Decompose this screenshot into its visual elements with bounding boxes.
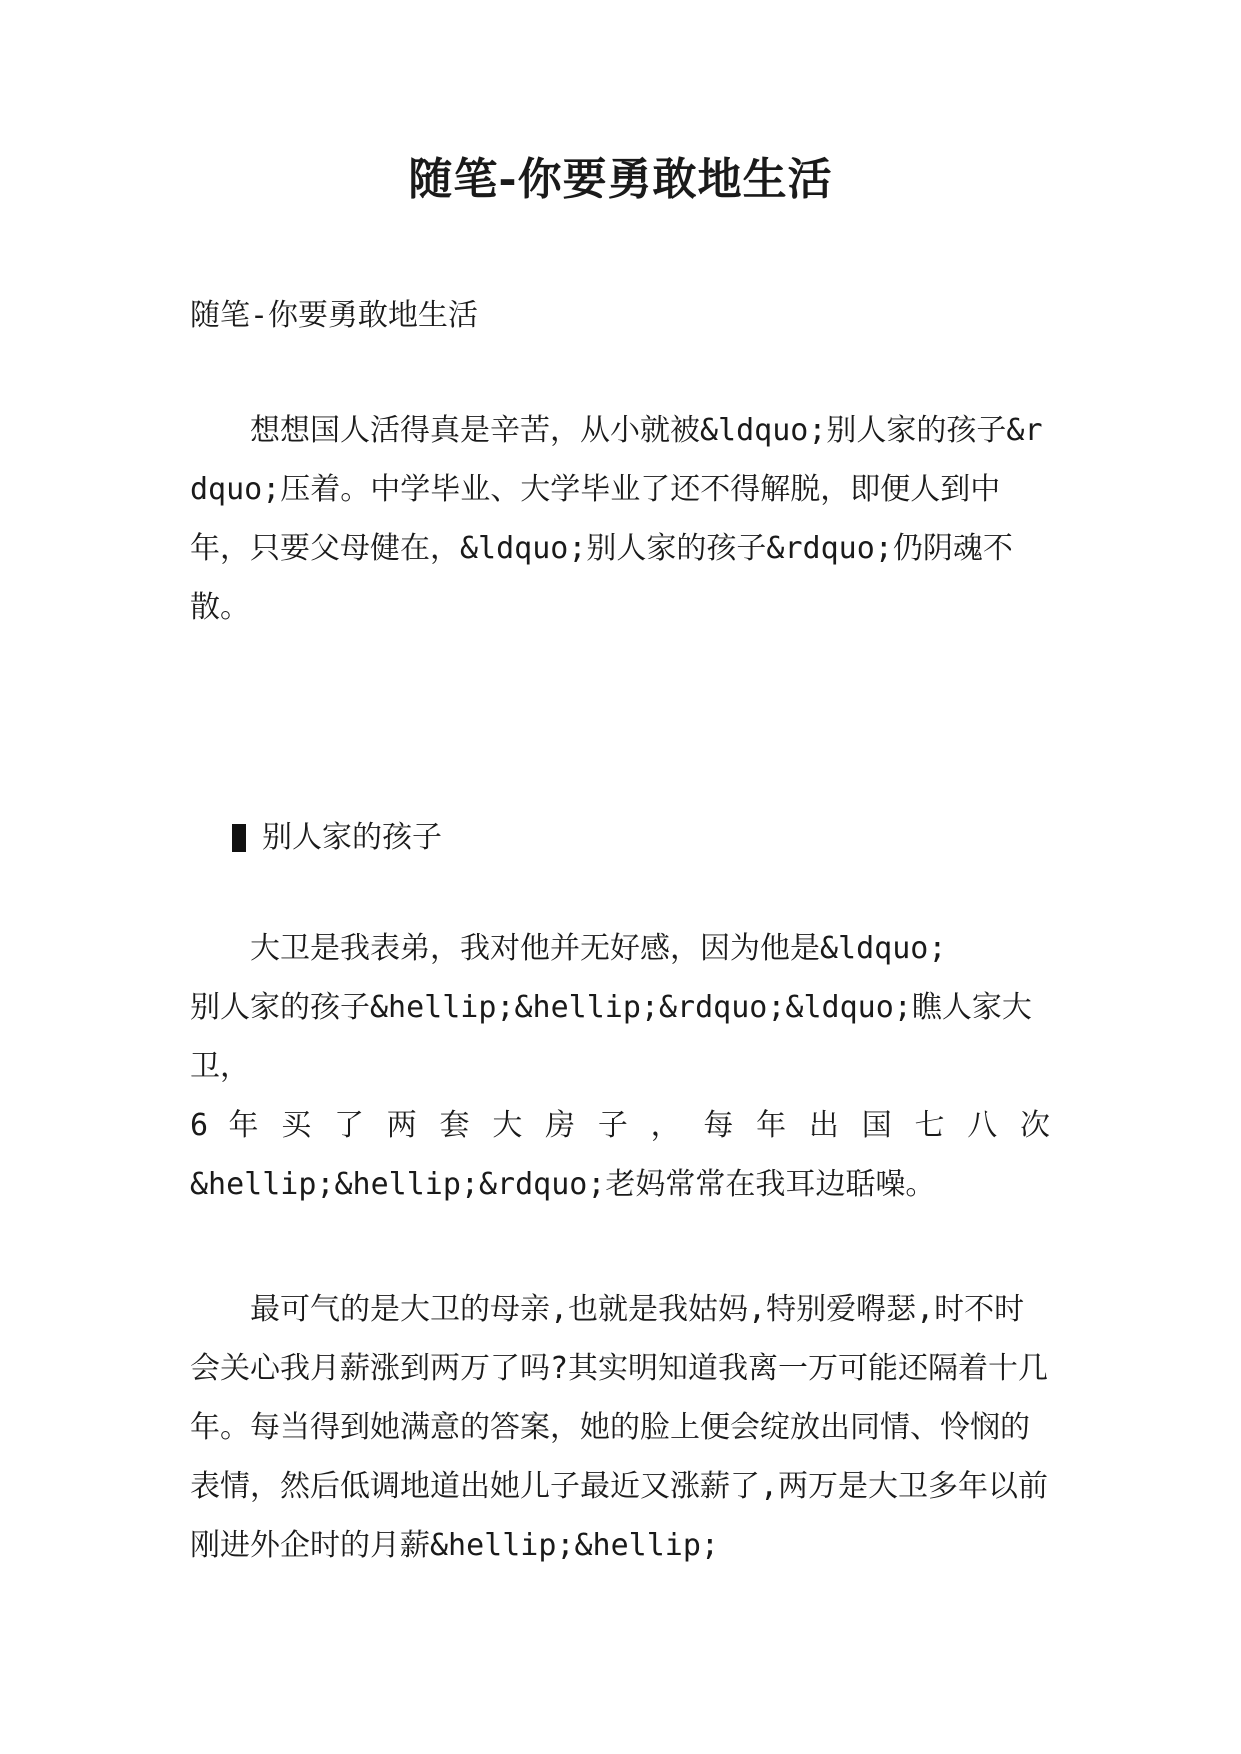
paragraph-line: 别人家的孩子&hellip;&hellip;&rdquo;&ldquo;瞧人家大卫， bbox=[190, 990, 1032, 1084]
paragraph-line: &hellip;&hellip;&rdquo;老妈常常在我耳边聒噪。 bbox=[190, 1167, 936, 1202]
section-heading bbox=[232, 818, 442, 858]
paragraph-line: 6 年 买 了 两 套 大 房 子 ， 每 年 出 国 七 八 次 bbox=[190, 1108, 1050, 1143]
section-paragraph-2: 最可气的是大卫的母亲,也就是我姑妈,特别爱嘚瑟,时不时会关心我月薪涨到两万了吗?其实明知道我离一万可能还隔着十几年。每当得到她满意的答案，她的脸上便会绽放出同情、怜悯的表情，然后低调地道出她儿子最近又涨薪了,两万是大卫多年以前刚进外企时的月薪&hellip;&hellip; bbox=[190, 1292, 1049, 1563]
intro-paragraph: 想想国人活得真是辛苦，从小就被&ldquo;别人家的孩子&rdquo;压着。中学毕业、大学毕业了还不得解脱，即便人到中年，只要父母健在，&ldquo;别人家的孩子&rdquo;仍阴魂不散。 bbox=[190, 413, 1043, 625]
document-subtitle: 随笔-你要勇敢地生活 bbox=[190, 298, 479, 333]
section-paragraph-1 bbox=[190, 919, 1050, 1214]
heading-bar-icon bbox=[232, 824, 246, 852]
section-heading-text: 别人家的孩子 bbox=[262, 820, 442, 855]
paragraph-line: 大卫是我表弟，我对他并无好感，因为他是&ldquo; bbox=[250, 931, 947, 966]
document-title: 随笔-你要勇敢地生活 bbox=[408, 154, 833, 205]
